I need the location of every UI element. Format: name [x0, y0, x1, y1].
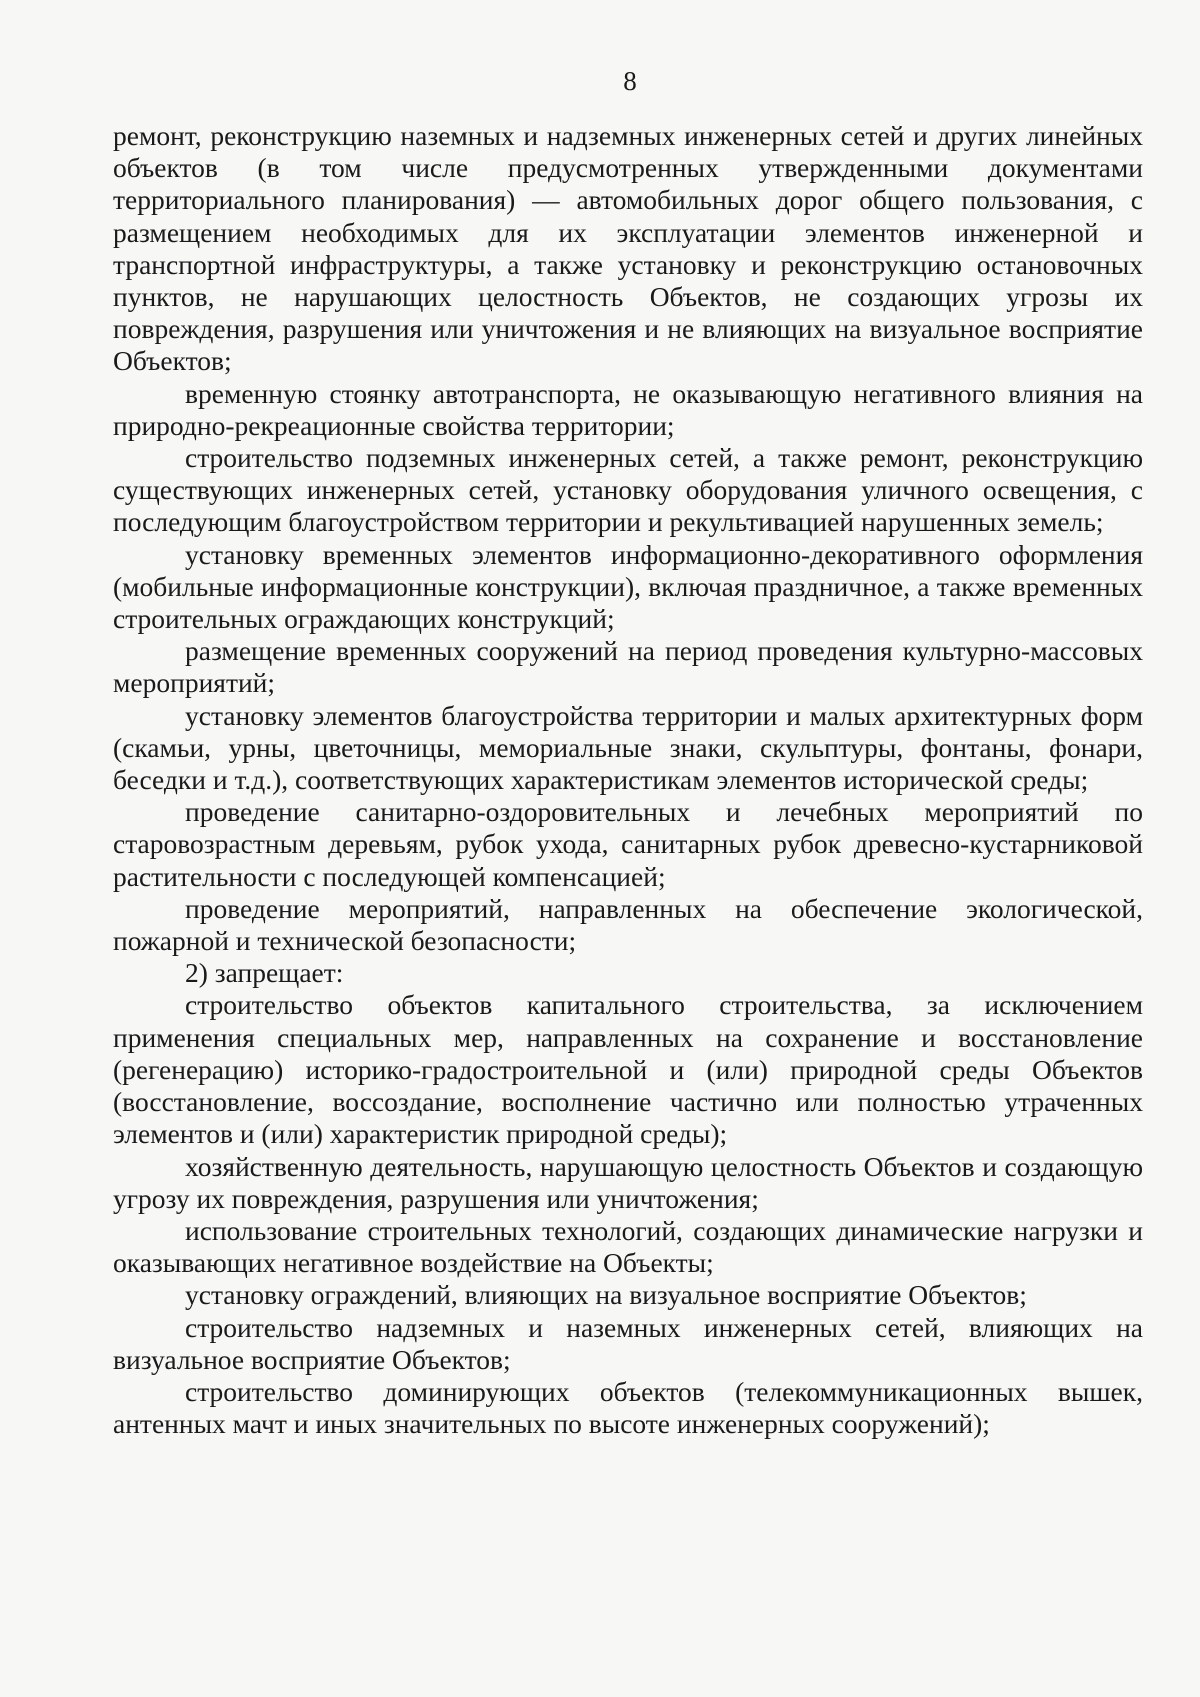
paragraph: хозяйственную деятельность, нарушающую целостность Объектов и создающую угрозу их повреждения, разрушения или уничтожения; — [113, 1150, 1143, 1214]
paragraph: временную стоянку автотранспорта, не оказывающую негативного влияния на природно-рекреационные свойства территории; — [113, 377, 1143, 441]
page-number: 8 — [623, 66, 637, 96]
section-heading: 2) запрещает: — [185, 957, 344, 989]
paragraph: размещение временных сооружений на период проведения культурно-массовых мероприятий; — [113, 635, 1143, 699]
paragraph: ремонт, реконструкцию наземных и надземных инженерных сетей и других линейных объектов (в том числе предусмотренных утвержденными документами территориального планирования) — автомобильных дорог общего пользования, с размещением необходимых для их эксплуатации элементов инженерной и транспортной инфраструктуры, а также установку и реконструкцию остановочных пунктов, не нарушающих целостность Объектов, не создающих угрозы их повреждения, разрушения или уничтожения и не влияющих на визуальное восприятие Объектов; — [113, 120, 1143, 377]
paragraph: проведение санитарно-оздоровительных и лечебных мероприятий по старовозрастным деревьям, рубок ухода, санитарных рубок древесно-кустарниковой растительности с последующей компенсацией; — [113, 796, 1143, 892]
paragraph: строительство доминирующих объектов (телекоммуникационных вышек, антенных мачт и иных значительных по высоте инженерных сооружений); — [113, 1375, 1143, 1440]
paragraph: строительство объектов капитального строительства, за исключением применения специальных мер, направленных на сохранение и восстановление (регенерацию) историко-градостроительной и (или) природной среды Объектов (восстановление, воссоздание, восполнение частично или полностью утраченных элементов и (или) характеристик природной среды); — [113, 989, 1143, 1150]
document-body — [113, 120, 1143, 1440]
paragraph: строительство подземных инженерных сетей, а также ремонт, реконструкцию существующих инженерных сетей, установку оборудования уличного освещения, с последующим благоустройством территории и рекультивацией нарушенных земель; — [113, 442, 1143, 538]
paragraph: проведение мероприятий, направленных на обеспечение экологической, пожарной и технической безопасности; — [113, 892, 1143, 957]
paragraph: установку временных элементов информационно-декоративного оформления (мобильные информационные конструкции), включая праздничное, а также временных строительных ограждающих конструкций; — [113, 538, 1143, 635]
paragraph: строительство надземных и наземных инженерных сетей, влияющих на визуальное восприятие Объектов; — [113, 1311, 1143, 1375]
paragraph: установку ограждений, влияющих на визуальное восприятие Объектов; — [185, 1279, 1027, 1311]
paragraph: использование строительных технологий, создающих динамические нагрузки и оказывающих негативное воздействие на Объекты; — [113, 1214, 1143, 1279]
paragraph: установку элементов благоустройства территории и малых архитектурных форм (скамьи, урны, цветочницы, мемориальные знаки, скульптуры, фонтаны, фонари, беседки и т.д.), соответствующих характеристикам элементов исторической среды; — [113, 699, 1143, 796]
